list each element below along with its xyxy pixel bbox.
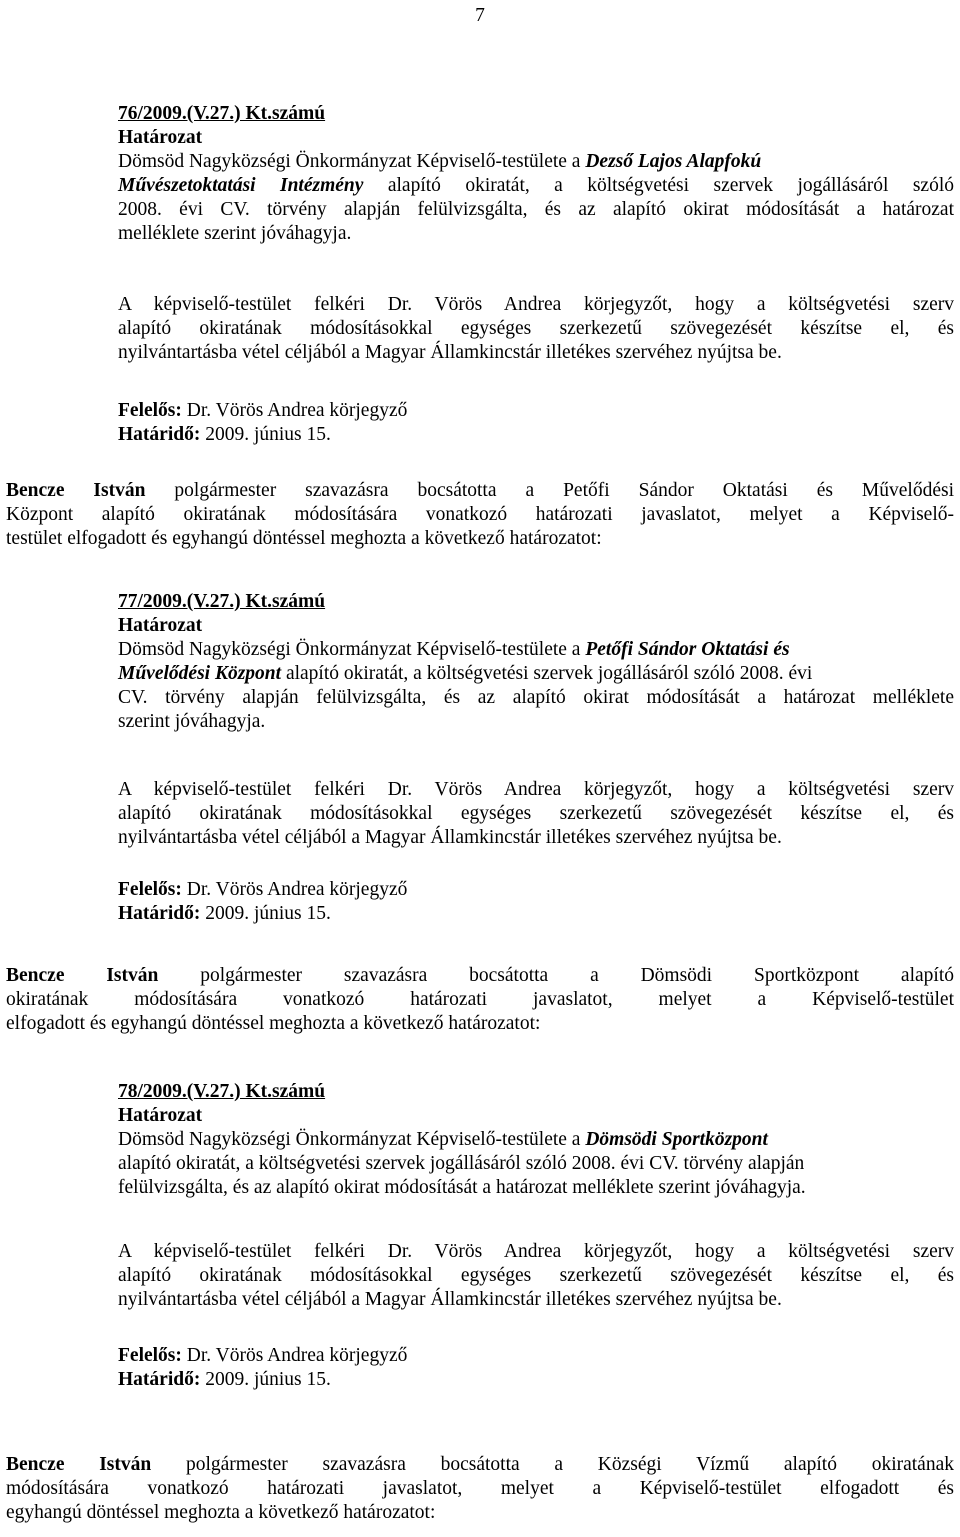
resolution-76-block: [118, 102, 954, 246]
resolution-text-line: Művelődési Központ alapító okiratát, a költségvetési szervek jogállásáról szóló 2008. évi: [118, 663, 813, 684]
resolution-text-line: Művészetoktatási Intézmény alapító okiratát, a költségvetési szervek jogállásáról szóló: [118, 175, 954, 196]
responsible-label: Felelős:: [118, 879, 182, 900]
mayor-name: Bencze István: [6, 965, 159, 986]
resolution-78-block: [118, 1080, 954, 1200]
resolution-text-line: CV. törvény alapján felülvizsgálta, és az alapító okirat módosítását a határozat melléklete: [118, 687, 954, 708]
responsible-label: Felelős:: [118, 400, 182, 421]
resolution-text-line: Dömsöd Nagyközségi Önkormányzat Képviselő-testülete a Petőfi Sándor Oktatási és: [118, 639, 790, 660]
request-line: nyilvántartásba vétel céljából a Magyar Államkincstár illetékes szervéhez nyújtsa be.: [118, 827, 782, 848]
request-line: nyilvántartásba vétel céljából a Magyar Államkincstár illetékes szervéhez nyújtsa be.: [118, 1289, 782, 1310]
mayor-name: Bencze István: [6, 480, 146, 501]
resolution-77-block: [118, 590, 954, 734]
institution-name: Dezső Lajos Alapfokú: [585, 151, 762, 172]
vote-intro-paragraph: [6, 1453, 954, 1525]
intro-line: testület elfogadott és egyhangú döntéssel meghozta a következő határozatot:: [6, 528, 602, 549]
responsible-label: Felelős:: [118, 1345, 182, 1366]
institution-name: Művelődési Központ: [118, 663, 282, 684]
request-paragraph: [118, 293, 954, 365]
intro-line: egyhangú döntéssel meghozta a következő határozatot:: [6, 1502, 436, 1523]
intro-line: Központ alapító okiratának módosítására vonatkozó határozati javaslatot, melyet a Képviselő-: [6, 504, 954, 525]
institution-name: Művészetoktatási Intézmény: [118, 175, 364, 196]
request-paragraph: [118, 778, 954, 850]
deadline-label: Határidő:: [118, 1369, 201, 1390]
resolution-heading: Határozat: [118, 1105, 203, 1126]
deadline-line: Határidő: 2009. június 15.: [118, 1369, 331, 1390]
resolution-text-line: melléklete szerint jóváhagyja.: [118, 223, 352, 244]
resolution-heading: Határozat: [118, 615, 203, 636]
resolution-text-line: alapító okiratát, a költségvetési szervek jogállásáról szóló 2008. évi CV. törvény alapján: [118, 1153, 805, 1174]
resolution-text-line: 2008. évi CV. törvény alapján felülvizsgálta, és az alapító okirat módosítását a határozat: [118, 199, 954, 220]
responsible-line: Felelős: Dr. Vörös Andrea körjegyző: [118, 400, 408, 421]
request-line: A képviselő-testület felkéri Dr. Vörös Andrea körjegyzőt, hogy a költségvetési szerv: [118, 1241, 954, 1262]
institution-name: Petőfi Sándor Oktatási és: [585, 639, 790, 660]
request-line: nyilvántartásba vétel céljából a Magyar Államkincstár illetékes szervéhez nyújtsa be.: [118, 342, 782, 363]
intro-line: okiratának módosítására vonatkozó határozati javaslatot, melyet a Képviselő-testület: [6, 989, 954, 1010]
resolution-number: 78/2009.(V.27.) Kt.számú: [118, 1081, 326, 1102]
request-line: alapító okiratának módosításokkal egységes szerkezetű szövegezését készítse el, és: [118, 1265, 954, 1286]
intro-line: módosítására vonatkozó határozati javaslatot, melyet a Képviselő-testület elfogadott és: [6, 1478, 954, 1499]
deadline-label: Határidő:: [118, 424, 201, 445]
resolution-number: 76/2009.(V.27.) Kt.számú: [118, 103, 326, 124]
deadline-line: Határidő: 2009. június 15.: [118, 424, 331, 445]
deadline-label: Határidő:: [118, 903, 201, 924]
request-paragraph: [118, 1240, 954, 1312]
intro-line: Bencze István polgármester szavazásra bocsátotta a Községi Vízmű alapító okiratának: [6, 1454, 954, 1475]
resolution-text-line: felülvizsgálta, és az alapító okirat módosítását a határozat melléklete szerint jóváhagyja.: [118, 1177, 806, 1198]
mayor-name: Bencze István: [6, 1454, 152, 1475]
resolution-text-line: szerint jóváhagyja.: [118, 711, 266, 732]
resolution-text-line: Dömsöd Nagyközségi Önkormányzat Képviselő-testülete a Dezső Lajos Alapfokú: [118, 151, 762, 172]
request-line: alapító okiratának módosításokkal egységes szerkezetű szövegezését készítse el, és: [118, 318, 954, 339]
intro-line: Bencze István polgármester szavazásra bocsátotta a Dömsödi Sportközpont alapító: [6, 965, 954, 986]
institution-name: Dömsödi Sportközpont: [585, 1129, 768, 1150]
request-line: alapító okiratának módosításokkal egységes szerkezetű szövegezését készítse el, és: [118, 803, 954, 824]
page-number: 7: [475, 5, 485, 26]
vote-intro-paragraph: [6, 479, 954, 551]
resolution-text-line: Dömsöd Nagyközségi Önkormányzat Képviselő-testülete a Dömsödi Sportközpont: [118, 1129, 768, 1150]
vote-intro-paragraph: [6, 964, 954, 1036]
responsibility-block: [118, 878, 954, 926]
request-line: A képviselő-testület felkéri Dr. Vörös Andrea körjegyzőt, hogy a költségvetési szerv: [118, 779, 954, 800]
intro-line: elfogadott és egyhangú döntéssel meghozta a következő határozatot:: [6, 1013, 541, 1034]
responsible-line: Felelős: Dr. Vörös Andrea körjegyző: [118, 879, 408, 900]
deadline-line: Határidő: 2009. június 15.: [118, 903, 331, 924]
responsibility-block: [118, 1344, 954, 1392]
responsible-line: Felelős: Dr. Vörös Andrea körjegyző: [118, 1345, 408, 1366]
request-line: A képviselő-testület felkéri Dr. Vörös Andrea körjegyzőt, hogy a költségvetési szerv: [118, 294, 954, 315]
responsibility-block: [118, 399, 954, 447]
resolution-heading: Határozat: [118, 127, 203, 148]
intro-line: Bencze István polgármester szavazásra bocsátotta a Petőfi Sándor Oktatási és Művelődési: [6, 480, 954, 501]
resolution-number: 77/2009.(V.27.) Kt.számú: [118, 591, 326, 612]
